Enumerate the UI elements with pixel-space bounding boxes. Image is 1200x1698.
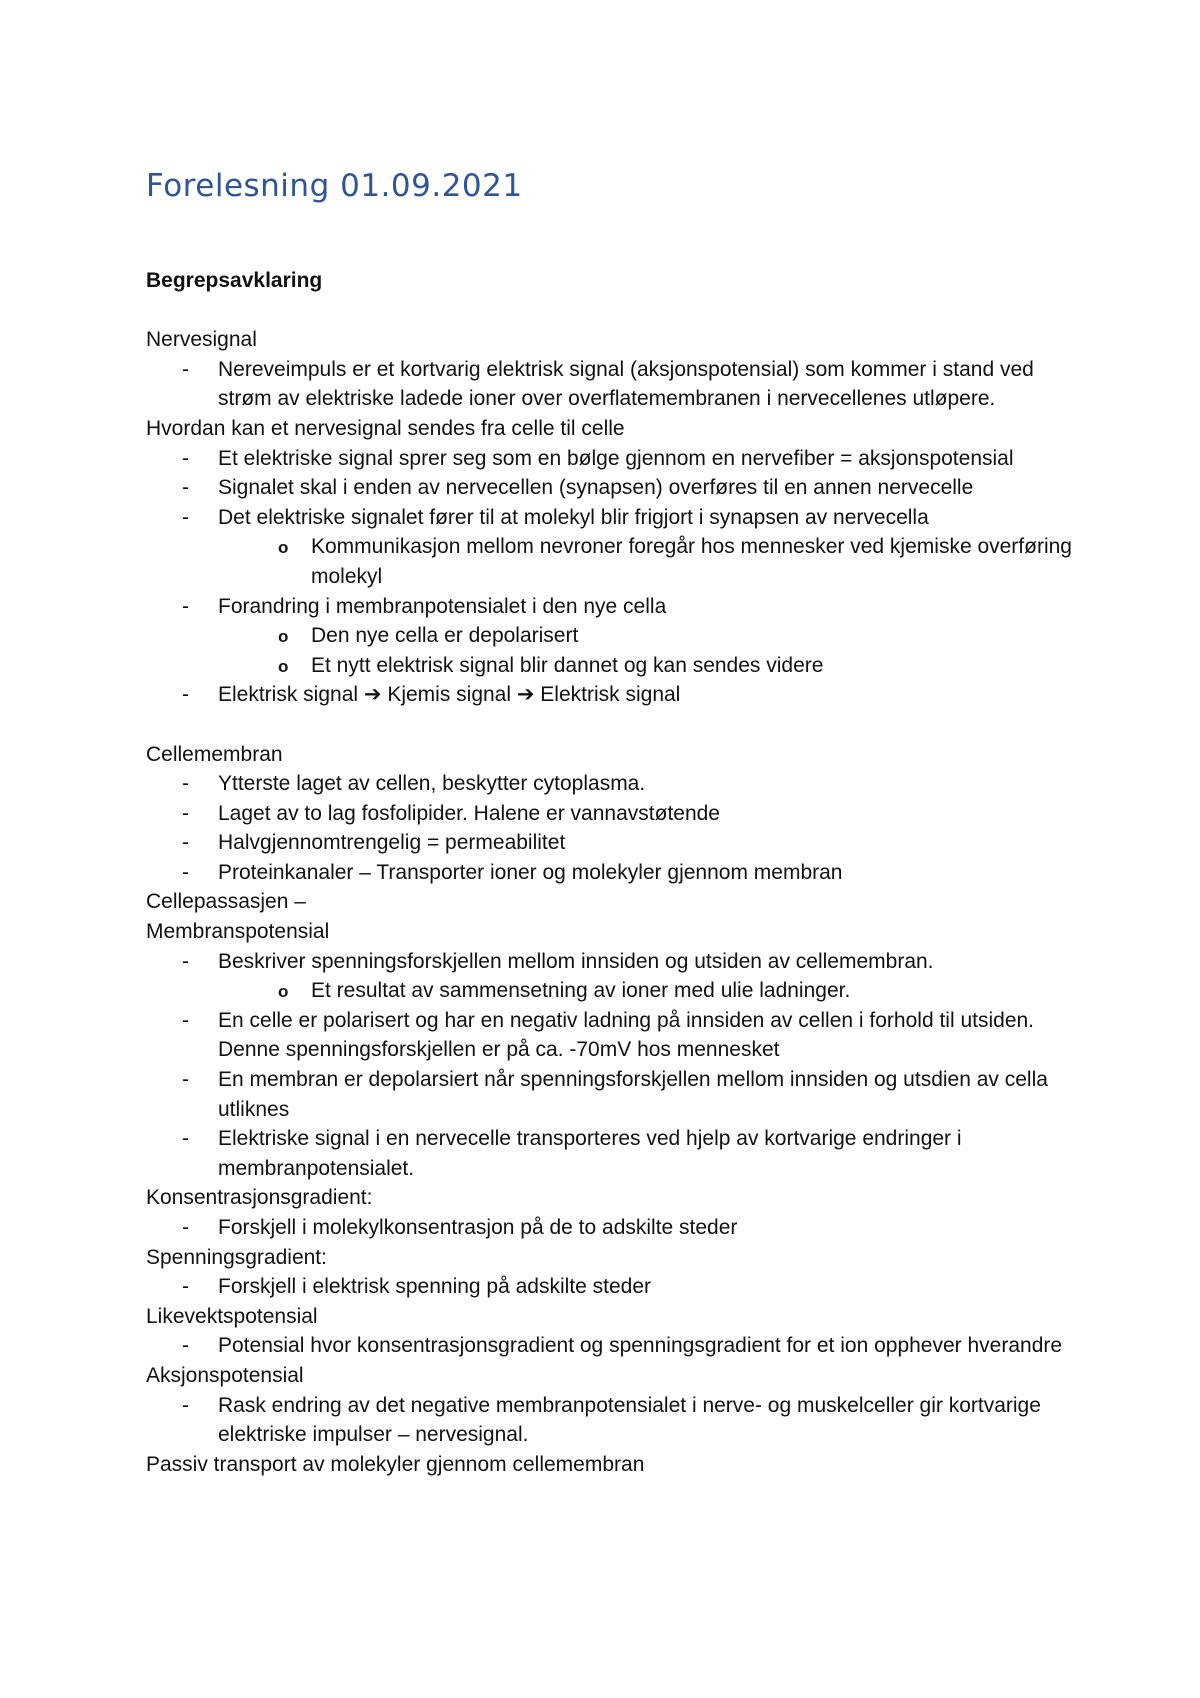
dash-bullet-marker: - — [182, 594, 189, 618]
line-text: Forandring i membranpotensialet i den nye cella — [218, 594, 667, 618]
page-title: Forelesning 01.09.2021 — [146, 168, 523, 204]
line-text: Et resultat av sammensetning av ioner med ulie ladninger. — [311, 979, 851, 1003]
line-text: Aksjonspotensial — [146, 1363, 304, 1387]
line-text: Signalet skal i enden av nervecellen (synapsen) overføres til en annen nervecelle — [218, 476, 974, 500]
section-label — [146, 887, 1086, 917]
dash-bullet-marker: - — [182, 357, 189, 381]
line-text: Ytterste laget av cellen, beskytter cytoplasma. — [218, 772, 646, 796]
line-text: Hvordan kan et nervesignal sendes fra celle til celle — [146, 416, 625, 440]
line-text: Halvgjennomtrengelig = permeabilitet — [218, 831, 566, 855]
section-heading: Begrepsavklaring — [146, 269, 323, 292]
line-text: Proteinkanaler – Transporter ioner og molekyler gjennom membran — [218, 860, 843, 884]
bullet-item — [146, 1065, 1086, 1124]
line-text: Forskjell i molekylkonsentrasjon på de to adskilte steder — [218, 1216, 738, 1239]
section-label — [146, 1243, 1086, 1273]
dash-bullet-marker: - — [182, 1334, 189, 1358]
bullet-item — [146, 592, 1086, 622]
line-text: Et nytt elektrisk signal blir dannet og kan sendes videre — [311, 653, 824, 677]
dash-bullet-marker: - — [182, 831, 189, 855]
line-text: Det elektriske signalet fører til at molekyl blir frigjort i synapsen av nervecella — [218, 505, 929, 529]
line-text: Potensial hvor konsentrasjonsgradient og spenningsgradient for et ion opphever hverandre — [218, 1334, 1063, 1358]
bullet-item — [146, 473, 1086, 503]
line-text: Konsentrasjonsgradient: — [146, 1186, 373, 1210]
line-text: Nervesignal — [146, 328, 257, 352]
section-label — [146, 325, 1086, 355]
line-text: Kommunikasjon mellom nevroner foregår hos mennesker ved kjemiske overføring molekyl — [311, 535, 1072, 588]
dash-bullet-marker: - — [182, 476, 189, 500]
line-text: Beskriver spenningsforskjellen mellom innsiden og utsiden av cellemembran. — [218, 949, 934, 973]
line-text: Membranspotensial — [146, 920, 330, 944]
bullet-item — [146, 799, 1086, 829]
section-label — [146, 414, 1086, 444]
bullet-item — [146, 947, 1086, 977]
circle-bullet-marker: o — [278, 627, 289, 647]
dash-bullet-marker: - — [182, 860, 189, 884]
bullet-item — [146, 858, 1086, 888]
line-text: Laget av to lag fosfolipider. Halene er vannavstøtende — [218, 801, 720, 825]
line-text: Spenningsgradient: — [146, 1245, 327, 1269]
dash-bullet-marker: - — [182, 1068, 189, 1092]
line-text: Passiv transport av molekyler gjennom cellemembran — [146, 1452, 645, 1476]
bullet-item — [146, 444, 1086, 474]
line-text: Nereveimpuls er et kortvarig elektrisk signal (aksjonspotensial) som kommer i stand ved strøm av elektriske ladede ioner over overflatemembranen i nervecellenes utløpere. — [218, 357, 1034, 411]
document-body — [146, 266, 1086, 1479]
sub-bullet-item — [146, 532, 1086, 591]
bullet-item — [146, 828, 1086, 858]
sub-bullet-item — [146, 976, 1086, 1006]
dash-bullet-marker: - — [182, 505, 189, 529]
line-text: En membran er depolarsiert når spenningsforskjellen mellom innsiden og utsdien av cella utliknes — [218, 1068, 1048, 1121]
dash-bullet-marker: - — [182, 801, 189, 825]
dash-bullet-marker: - — [182, 683, 189, 707]
section-label — [146, 1183, 1086, 1213]
blank-line — [146, 710, 1086, 740]
line-text: En celle er polarisert og har en negativ ladning på innsiden av cellen i forhold til utsiden. Denne spenningsforskjellen er på ca. -70mV hos mennesket — [218, 1008, 1035, 1062]
line-text: Rask endring av det negative membranpotensialet i nerve- og muskelceller gir kortvarige elektriske impulser – nervesignal. — [218, 1393, 1041, 1447]
dash-bullet-marker: - — [182, 772, 189, 796]
bullet-item — [146, 1124, 1086, 1183]
dash-bullet-marker: - — [182, 1393, 189, 1417]
section-label — [146, 1450, 1086, 1480]
circle-bullet-marker: o — [278, 982, 289, 1002]
bullet-item — [146, 1213, 1086, 1243]
section-label — [146, 740, 1086, 770]
bullet-item — [146, 680, 1086, 710]
dash-bullet-marker: - — [182, 446, 189, 470]
dash-bullet-marker: - — [182, 1127, 189, 1151]
dash-bullet-marker: - — [182, 1275, 189, 1299]
section-label — [146, 917, 1086, 947]
dash-bullet-marker: - — [182, 1008, 189, 1032]
line-text: Et elektriske signal sprer seg som en bølge gjennom en nervefiber = aksjonspotensial — [218, 446, 1014, 470]
sub-bullet-item — [146, 621, 1086, 651]
blank-line — [146, 296, 1086, 326]
line-text: Den nye cella er depolarisert — [311, 624, 579, 648]
bullet-item — [146, 1006, 1086, 1065]
bullet-item — [146, 355, 1086, 414]
bullet-item — [146, 1331, 1086, 1361]
section-label — [146, 1361, 1086, 1391]
section-label — [146, 1302, 1086, 1332]
bullet-item — [146, 503, 1086, 533]
line-text: Cellepassasjen – — [146, 890, 306, 914]
bullet-item — [146, 1272, 1086, 1302]
line-text: Likevektspotensial — [146, 1304, 318, 1328]
line-text: Elektrisk signal ➔ Kjemis signal ➔ Elektrisk signal — [218, 683, 681, 707]
line-text: Elektriske signal i en nervecelle transporteres ved hjelp av kortvarige endringer i membranpotensialet. — [218, 1127, 962, 1180]
line-text: Cellemembran — [146, 742, 283, 766]
dash-bullet-marker: - — [182, 949, 189, 973]
circle-bullet-marker: o — [278, 538, 289, 558]
circle-bullet-marker: o — [278, 656, 289, 676]
bullet-item — [146, 1391, 1086, 1450]
line-text: Forskjell i elektrisk spenning på adskilte steder — [218, 1275, 652, 1299]
dash-bullet-marker: - — [182, 1216, 189, 1239]
bullet-item — [146, 769, 1086, 799]
sub-bullet-item — [146, 651, 1086, 681]
